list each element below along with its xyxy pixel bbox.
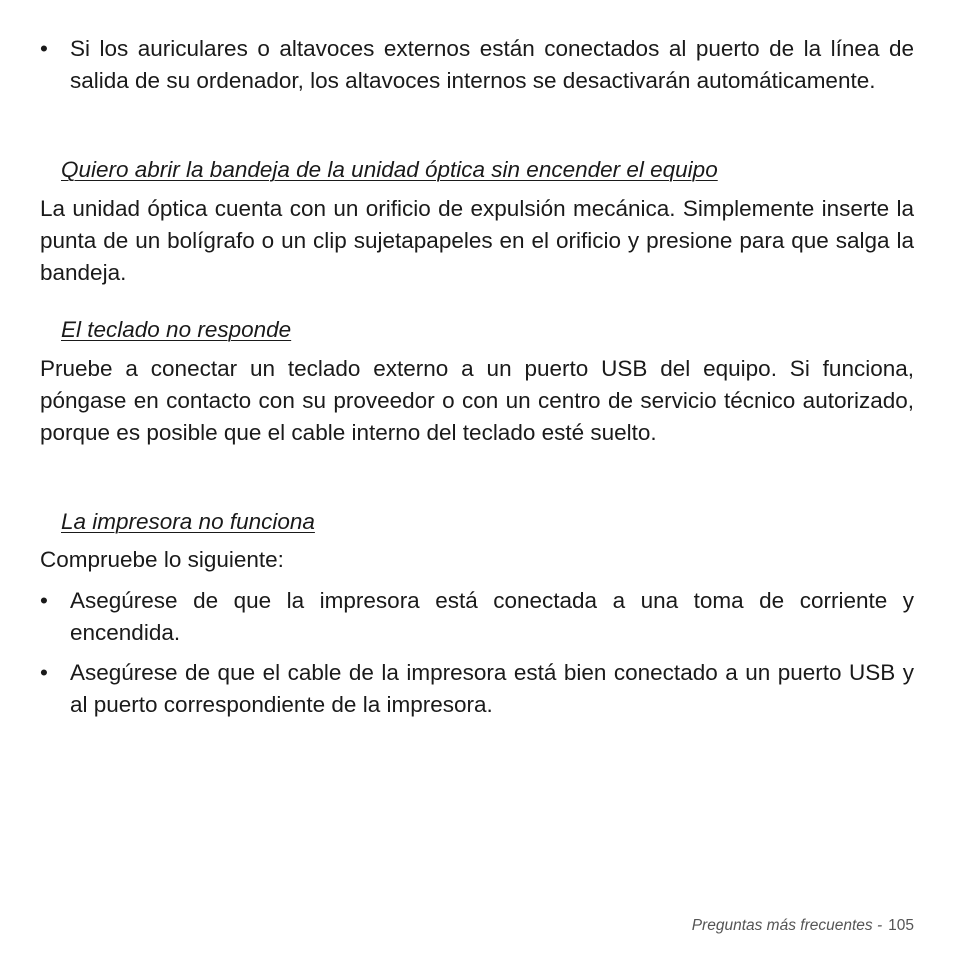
printer-bullet-list-2: [40, 657, 914, 721]
section-paragraph: Compruebe lo siguiente:: [40, 547, 284, 572]
top-bullet-list: [40, 33, 914, 97]
printer-bullet-list: [40, 585, 914, 649]
bullet-icon: •: [40, 588, 48, 613]
list-item-text: Asegúrese de que la impresora está conectada a una toma de corriente y encendida.: [70, 588, 914, 645]
section-optical-drive-body: [40, 193, 914, 289]
list-item: [40, 657, 914, 721]
section-printer-body: [40, 544, 914, 576]
footer-section-title: Preguntas más frecuentes -: [691, 917, 883, 934]
section-keyboard-body: [40, 353, 914, 449]
page-footer: [692, 917, 914, 935]
section-optical-drive: [40, 155, 914, 185]
section-printer: [40, 507, 914, 537]
bullet-icon: •: [40, 660, 48, 685]
list-item-text: Si los auriculares o altavoces externos están conectados al puerto de la línea de salida de su ordenador, los altavoces internos se desactivarán automáticamente.: [70, 36, 914, 93]
section-paragraph: La unidad óptica cuenta con un orificio de expulsión mecánica. Simplemente inserte la punta de un bolígrafo o un clip sujetapapeles en el orificio y presione para que salga la bandeja.: [40, 196, 914, 285]
section-paragraph: Pruebe a conectar un teclado externo a un puerto USB del equipo. Si funciona, póngase en contacto con su proveedor o con un centro de servicio técnico autorizado, porque es posible que el cable interno del teclado esté suelto.: [40, 356, 914, 445]
section-heading: La impresora no funciona: [61, 509, 315, 534]
section-keyboard: [40, 315, 914, 345]
bullet-icon: •: [40, 36, 48, 61]
list-item: [40, 585, 914, 649]
list-item-text: Asegúrese de que el cable de la impresora está bien conectado a un puerto USB y al puerto correspondiente de la impresora.: [70, 660, 914, 717]
page-number: 105: [888, 917, 914, 934]
list-item: [40, 33, 914, 97]
section-heading: Quiero abrir la bandeja de la unidad óptica sin encender el equipo: [61, 157, 718, 182]
section-heading: El teclado no responde: [61, 317, 292, 342]
